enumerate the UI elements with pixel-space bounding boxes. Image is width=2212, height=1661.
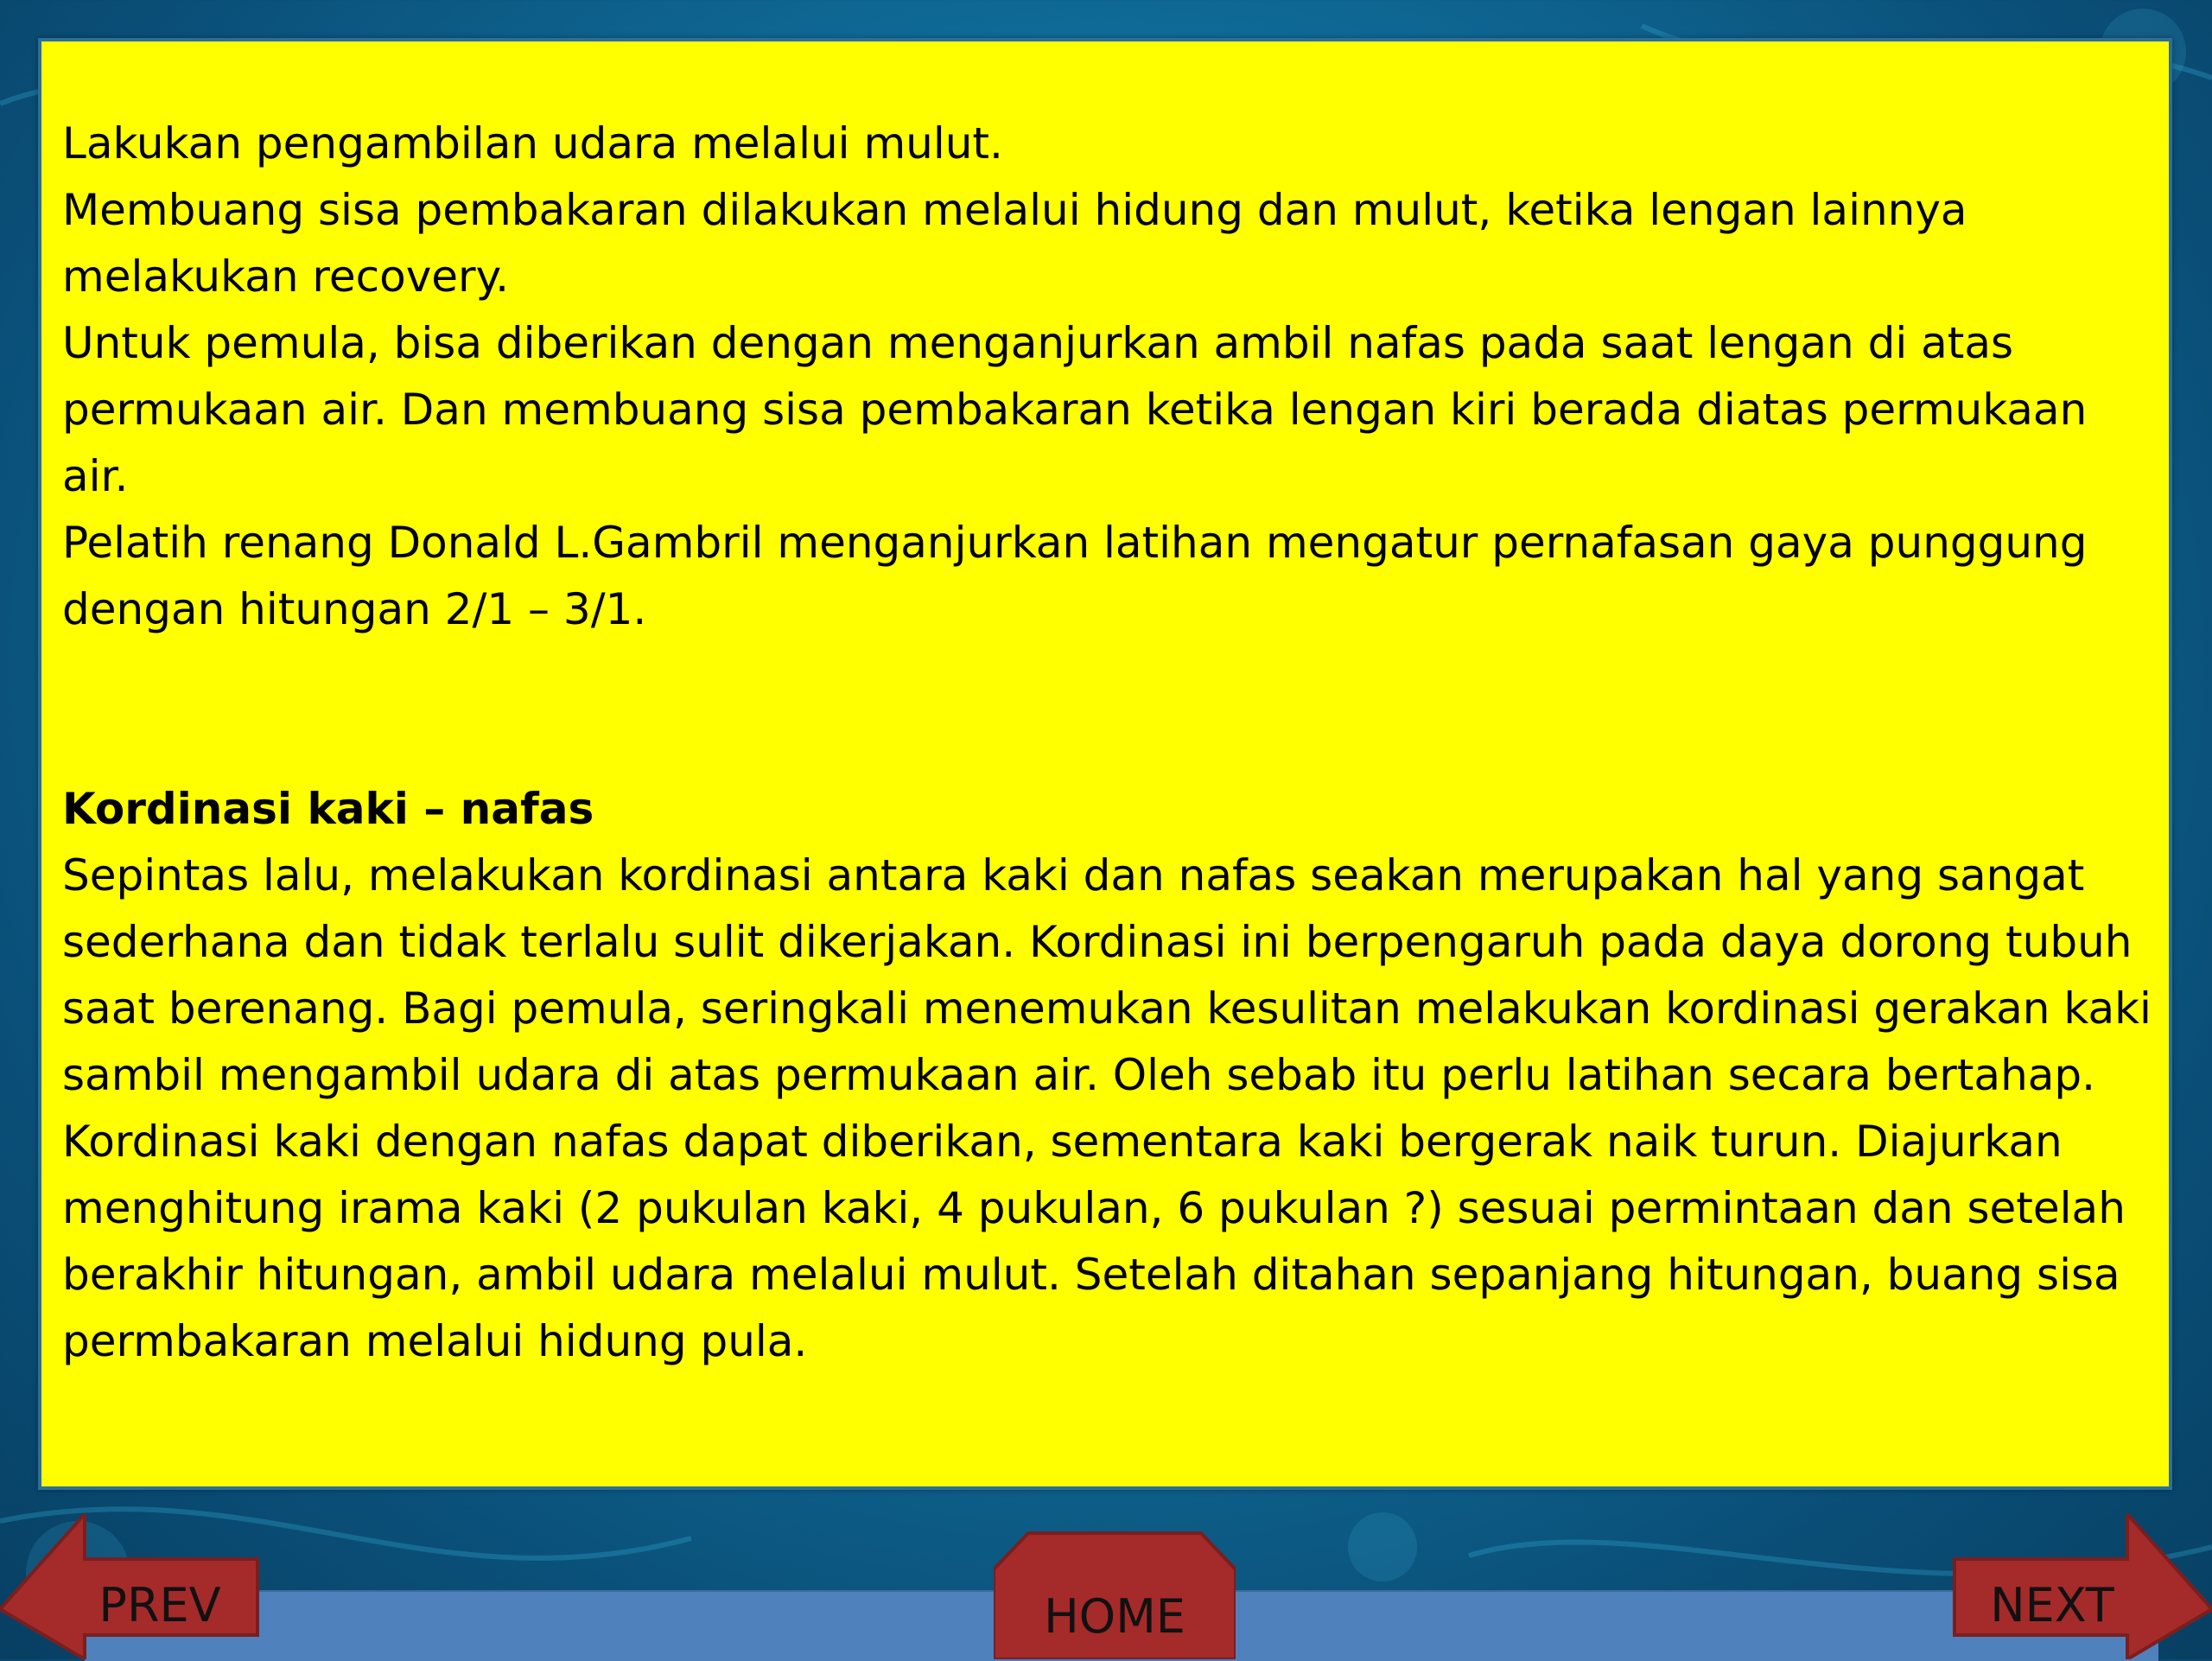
next-button[interactable] [1953,1514,2212,1659]
paragraph: Kordinasi kaki dengan nafas dapat diberikan, sementara kaki bergerak naik turun. Diajurkan menghitung irama kaki (2 pukulan kaki, 4 pukulan, 6 pukulan ?) sesuai permintaan dan setelah berakhir hitungan, ambil udara melalui mulut. Setelah ditahan sepanjang hitungan, buang sisa permbakaran melalui hidung pula. [62,1117,2126,1366]
paragraph: Untuk pemula, bisa diberikan dengan menganjurkan ambil nafas pada saat lengan di atas permukaan air. Dan membuang sisa pembakaran ketika lengan kiri berada diatas permukaan air. [62,318,2088,501]
prev-button[interactable] [0,1514,259,1659]
home-button[interactable] [994,1530,1236,1659]
home-label: HOME [1044,1588,1185,1644]
paragraph: Pelatih renang Donald L.Gambril menganjurkan latihan mengatur pernafasan gaya punggung dengan hitungan 2/1 – 3/1. [62,518,2088,634]
section-heading: Kordinasi kaki – nafas [62,784,594,834]
content-panel [38,38,2172,1490]
paragraph: Sepintas lalu, melakukan kordinasi antara kaki dan nafas seakan merupakan hal yang sangat sederhana dan tidak terlalu sulit dikerjakan. Kordinasi ini berpengaruh pada daya dorong tubuh saat berenang. Bagi pemula, seringkali menemukan kesulitan melakukan kordinasi gerakan kaki sambil mengambil udara di atas permukaan air. Oleh sebab itu perlu latihan secara bertahap. [62,850,2152,1100]
next-label: NEXT [1990,1577,2114,1632]
content-text [62,111,2153,1375]
paragraph: Lakukan pengambilan udara melalui mulut. [62,118,1003,169]
prev-label: PREV [99,1577,221,1632]
paragraph: Membuang sisa pembakaran dilakukan melalui hidung dan mulut, ketika lengan lainnya melakukan recovery. [62,185,1967,302]
